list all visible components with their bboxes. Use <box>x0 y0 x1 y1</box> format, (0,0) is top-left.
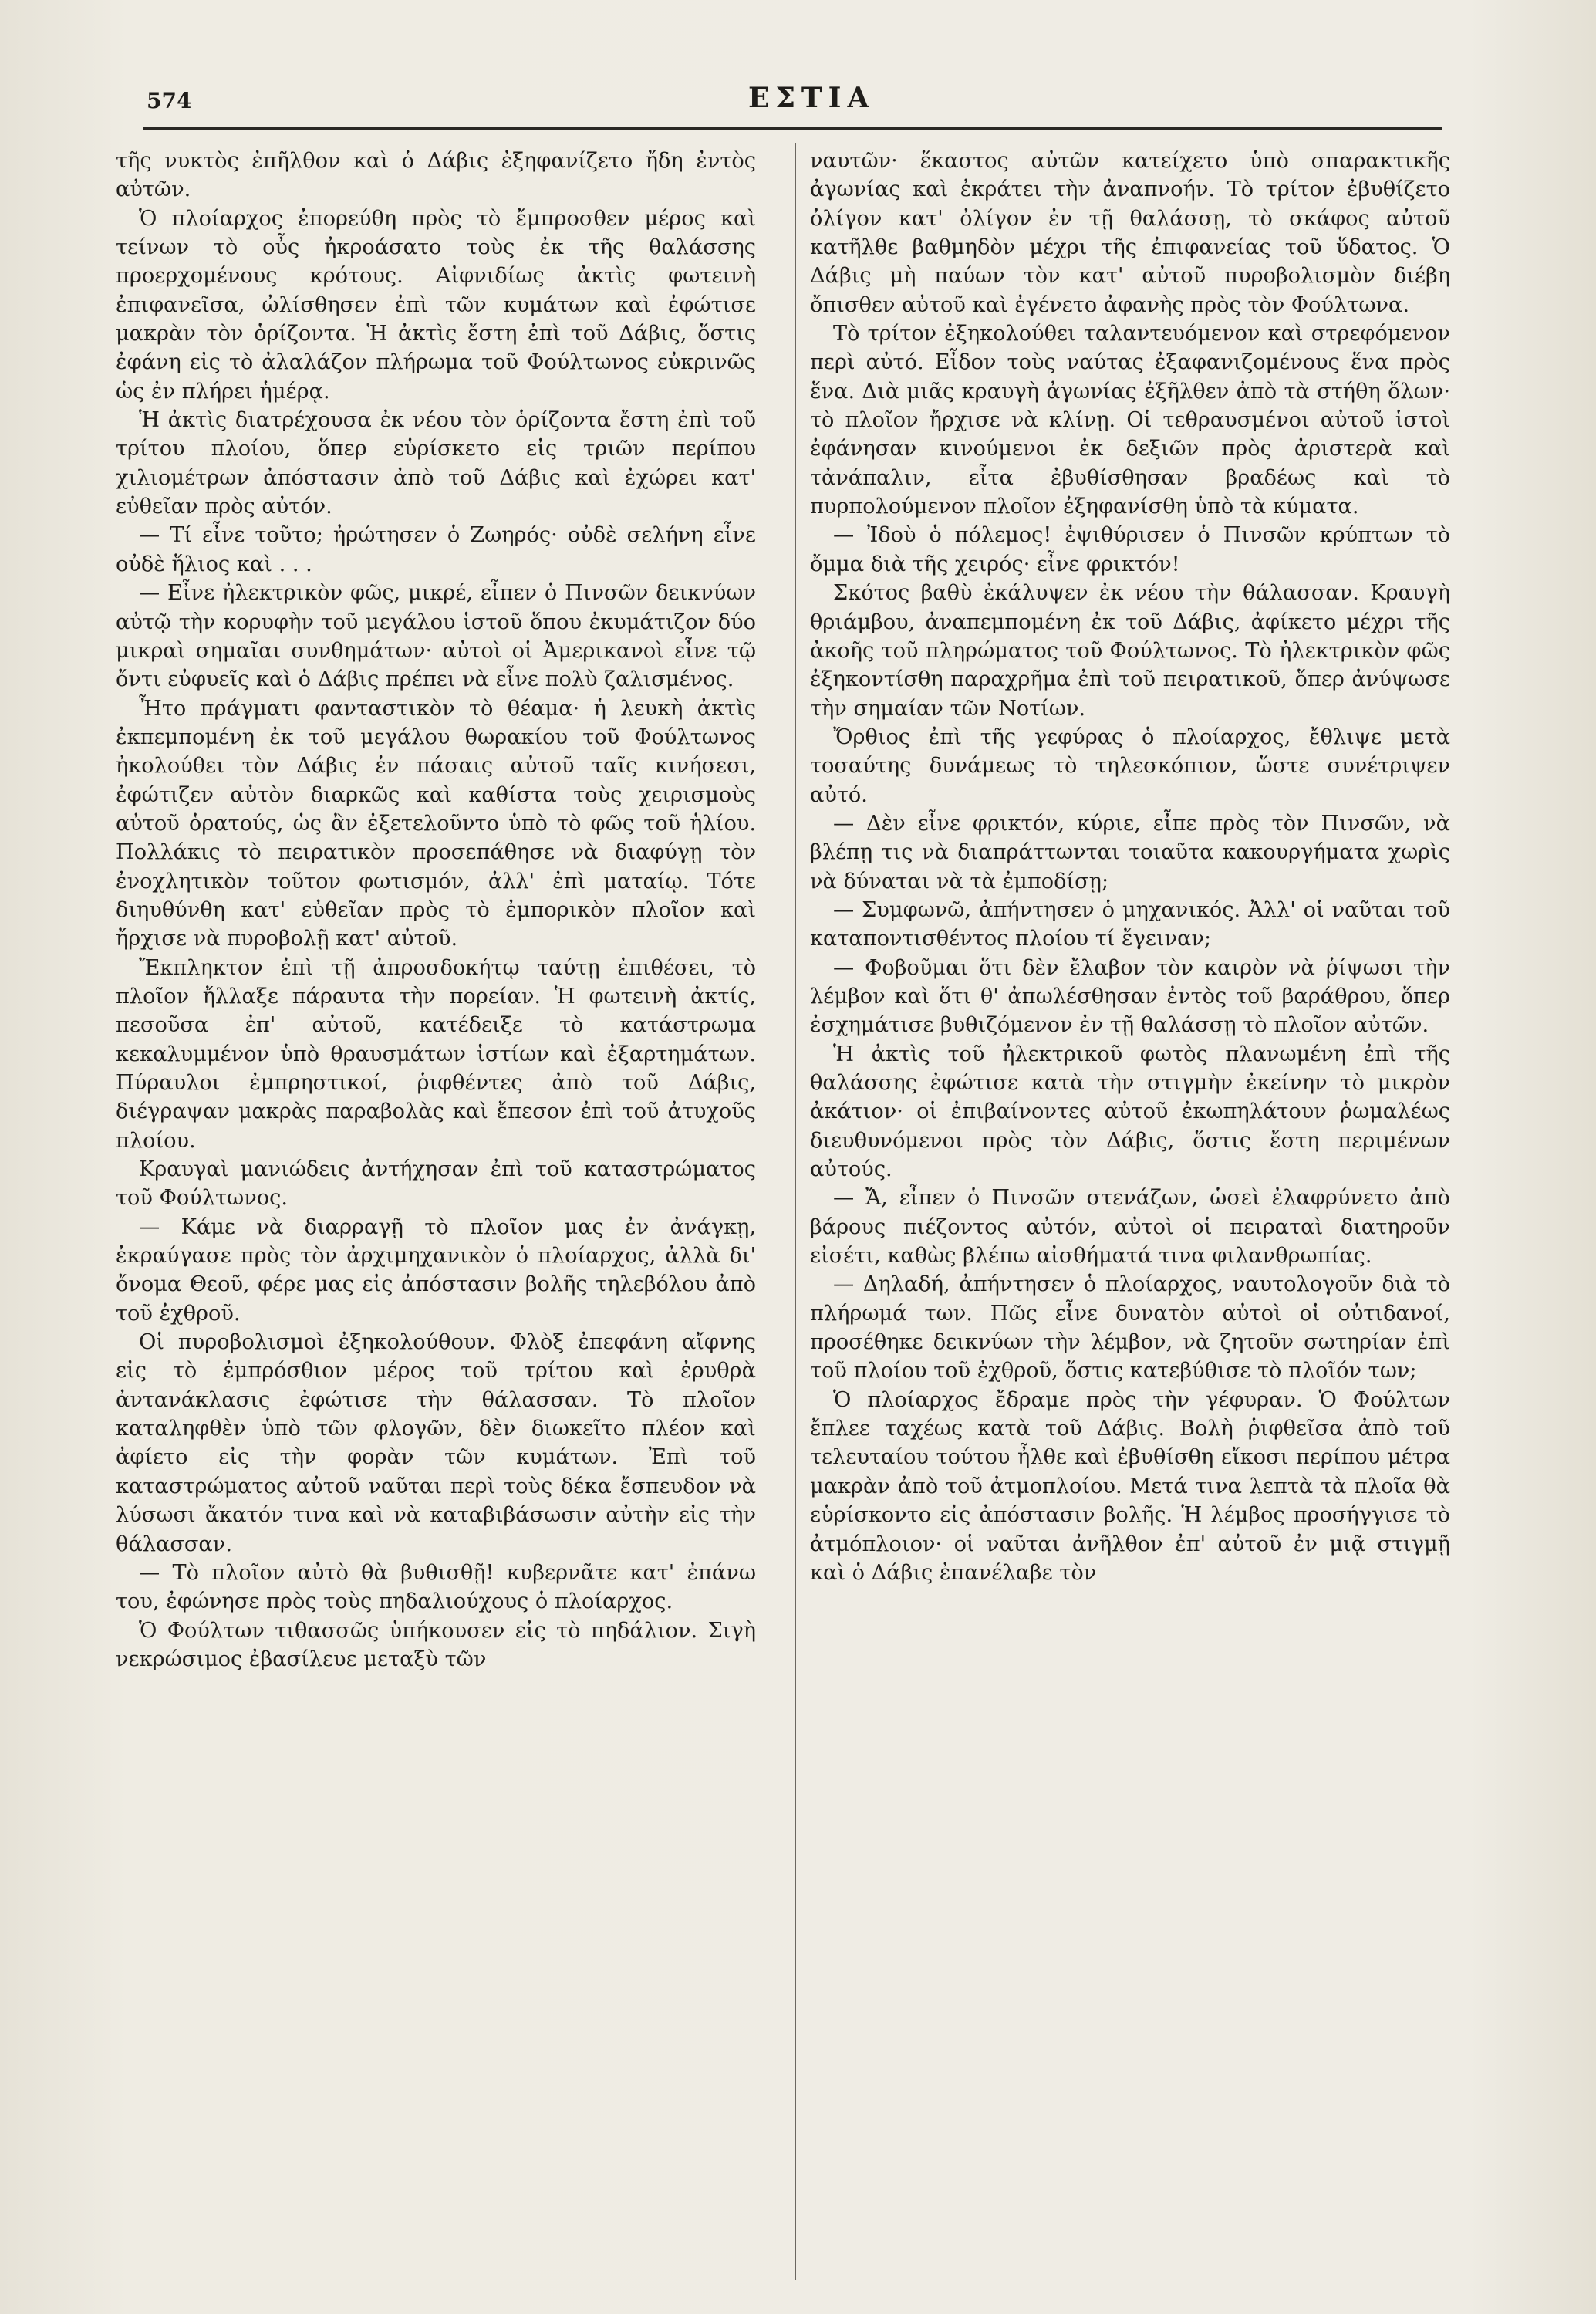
paragraph: Ὄρθιος ἐπὶ τῆς γεφύρας ὁ πλοίαρχος, ἔθλιψε μετὰ τοσαύτης δυνάμεως τὸ τηλεσκόπιον, ὥστε συνέτριψεν αὐτό. <box>810 725 1450 807</box>
header-rule <box>143 127 1442 130</box>
paragraph: — Τὸ πλοῖον αὐτὸ θὰ βυθισθῇ! κυβερνᾶτε κατ' ἐπάνω του, ἐφώνησε πρὸς τοὺς πηδαλιούχους ὁ πλοίαρχος. <box>116 1560 756 1614</box>
page-header <box>147 77 1442 123</box>
column-divider <box>795 143 796 2280</box>
left-column <box>116 147 756 1674</box>
paragraph: Ἦτο πράγματι φανταστικὸν τὸ θέαμα· ἡ λευκὴ ἀκτὶς ἐκπεμπομένη ἐκ τοῦ μεγάλου θωρακίου τοῦ Φούλτωνος ἠκολούθει τὸν Δάβις ἐν πάσαις αὐτοῦ ταῖς κινήσεσι, ἐφώτιζεν αὐτὸν διαρκῶς καὶ καθίστα τοὺς χειρισμοὺς αὐτοῦ ὁρατούς, ὡς ἂν ἐξετελοῦντο ὑπὸ τὸ φῶς τοῦ ἡλίου. Πολλάκις τὸ πειρατικὸν προσεπάθησε νὰ διαφύγῃ τὸν ἐνοχλητικὸν τοῦτον φωτισμόν, ἀλλ' ἐπὶ ματαίῳ. Τότε διηυθύνθη κατ' εὐθεῖαν πρὸς τὸ ἐμπορικὸν πλοῖον καὶ ἤρχισε νὰ πυροβολῇ κατ' αὐτοῦ. <box>116 696 756 951</box>
paragraph: — Τί εἶνε τοῦτο; ἠρώτησεν ὁ Ζωηρός· οὐδὲ σελήνη εἶνε οὐδὲ ἥλιος καὶ . . . <box>116 523 756 576</box>
paragraph: τῆς νυκτὸς ἐπῆλθον καὶ ὁ Δάβις ἐξηφανίζετο ἤδη ἐντὸς αὐτῶν. <box>116 149 756 202</box>
paragraph: — Κάμε νὰ διαρραγῇ τὸ πλοῖον μας ἐν ἀνάγκῃ, ἐκραύγασε πρὸς τὸν ἀρχιμηχανικὸν ὁ πλοίαρχος, ἀλλὰ δι' ὄνομα Θεοῦ, φέρε μας εἰς ἀπόστασιν βολῆς τηλεβόλου ἀπὸ τοῦ ἐχθροῦ. <box>116 1214 756 1326</box>
paragraph: Σκότος βαθὺ ἐκάλυψεν ἐκ νέου τὴν θάλασσαν. Κραυγὴ θριάμβου, ἀναπεμπομένη ἐκ τοῦ Δάβις, ἀφίκετο μέχρι τῆς ἀκοῆς τοῦ πληρώματος τοῦ Φούλτωνος. Τὸ ἠλεκτρικὸν φῶς ἐξηκοντίσθη παραχρῆμα ἐπὶ τοῦ πειρατικοῦ, ὅπερ ἀνύψωσε τὴν σημαίαν τῶν Νοτίων. <box>810 581 1450 721</box>
paragraph: Ὁ Φούλτων τιθασσῶς ὑπήκουσεν εἰς τὸ πηδάλιον. Σιγὴ νεκρώσιμος ἐβασίλευε μεταξὺ τῶν <box>116 1618 756 1671</box>
paragraph: — Δηλαδή, ἀπήντησεν ὁ πλοίαρχος, ναυτολογοῦν διὰ τὸ πλήρωμά των. Πῶς εἶνε δυνατὸν αὐτοὶ οἱ οὐτιδανοί, προσέθηκε δεικνύων τὴν λέμβον, νὰ ζητοῦν σωτηρίαν ἐπὶ τοῦ πλοίου τοῦ ἐχθροῦ, ὅστις κατεβύθισε τὸ πλοῖόν των; <box>810 1272 1450 1383</box>
paragraph: Κραυγαὶ μανιώδεις ἀντήχησαν ἐπὶ τοῦ καταστρώματος τοῦ Φούλτωνος. <box>116 1157 756 1211</box>
paragraph: — Συμφωνῶ, ἀπήντησεν ὁ μηχανικός. Ἀλλ' οἱ ναῦται τοῦ καταποντισθέντος πλοίου τί ἔγειναν; <box>810 897 1450 951</box>
paragraph: Ὁ πλοίαρχος ἐπορεύθη πρὸς τὸ ἔμπροσθεν μέρος καὶ τείνων τὸ οὖς ἠκροάσατο τοὺς ἐκ τῆς θαλάσσης προερχομένους κρότους. Αἰφνιδίως ἀκτὶς φωτεινὴ ἐπιφανεῖσα, ὠλίσθησεν ἐπὶ τῶν κυμάτων καὶ ἐφώτισε μακρὰν τὸν ὁρίζοντα. Ἡ ἀκτὶς ἔστη ἐπὶ τοῦ Δάβις, ὅστις ἐφάνη εἰς τὸ ἀλαλάζον πλήρωμα τοῦ Φούλτωνος εὐκρινῶς ὡς ἐν πλήρει ἡμέρᾳ. <box>116 206 756 404</box>
paragraph: Ἡ ἀκτὶς τοῦ ἠλεκτρικοῦ φωτὸς πλανωμένη ἐπὶ τῆς θαλάσσης ἐφώτισε κατὰ τὴν στιγμὴν ἐκείνην τὸ μικρὸν ἀκάτιον· οἱ ἐπιβαίνοντες αὐτοῦ ἐκωπηλάτουν ῥωμαλέως διευθυνόμενοι πρὸς τὸν Δάβις, ὅστις ἔστη περιμένων αὐτούς. <box>810 1042 1450 1182</box>
paragraph: Ἔκπληκτον ἐπὶ τῇ ἀπροσδοκήτῳ ταύτῃ ἐπιθέσει, τὸ πλοῖον ἤλλαξε πάραυτα τὴν πορείαν. Ἡ φωτεινὴ ἀκτίς, πεσοῦσα ἐπ' αὐτοῦ, κατέδειξε τὸ κατάστρωμα κεκαλυμμένον ὑπὸ θραυσμάτων ἱστίων καὶ ἐξαρτημάτων. Πύραυλοι ἐμπρηστικοί, ῥιφθέντες ἀπὸ τοῦ Δάβις, διέγραψαν μακρὰς παραβολὰς καὶ ἔπεσον ἐπὶ τοῦ ἀτυχοῦς πλοίου. <box>116 955 756 1153</box>
page-number: 574 <box>147 88 192 113</box>
running-title: ΕΣΤΙΑ <box>748 82 876 114</box>
right-column <box>810 147 1450 1587</box>
paragraph: — Ἄ, εἶπεν ὁ Πινσῶν στενάζων, ὡσεὶ ἐλαφρύνετο ἀπὸ βάρους πιέζοντος αὐτόν, αὐτοὶ οἱ πειραταὶ διατηροῦν εἰσέτι, καθὼς βλέπω αἰσθήματά τινα φιλανθρωπίας. <box>810 1186 1450 1268</box>
paragraph: Ὁ πλοίαρχος ἔδραμε πρὸς τὴν γέφυραν. Ὁ Φούλτων ἔπλεε ταχέως κατὰ τοῦ Δάβις. Βολὴ ῥιφθεῖσα ἀπὸ τοῦ τελευταίου τούτου ἦλθε καὶ ἐβυθίσθη εἴκοσι περίπου μέτρα μακρὰν ἀπὸ τοῦ ἀτμοπλοίου. Μετά τινα λεπτὰ τὰ πλοῖα θὰ εὑρίσκοντο εἰς ἀπόστασιν βολῆς. Ἡ λέμβος προσήγγισε τὸ ἀτμόπλοιον· οἱ ναῦται ἀνῆλθον ἐπ' αὐτοῦ ἐν μιᾷ στιγμῇ καὶ ὁ Δάβις ἐπανέλαβε τὸν <box>810 1387 1450 1585</box>
paragraph: Οἱ πυροβολισμοὶ ἐξηκολούθουν. Φλὸξ ἐπεφάνη αἴφνης εἰς τὸ ἐμπρόσθιον μέρος τοῦ τρίτου καὶ ἐρυθρὰ ἀντανάκλασις ἐφώτισε τὴν θάλασσαν. Τὸ πλοῖον καταληφθὲν ὑπὸ τῶν φλογῶν, δὲν διωκεῖτο πλέον καὶ ἀφίετο εἰς τὴν φορὰν τῶν κυμάτων. Ἐπὶ τοῦ καταστρώματος αὐτοῦ ναῦται περὶ τοὺς δέκα ἔσπευδον νὰ λύσωσι ἄκατόν τινα καὶ νὰ καταβιβάσωσιν αὐτὴν εἰς τὴν θάλασσαν. <box>116 1330 756 1556</box>
paragraph: — Φοβοῦμαι ὅτι δὲν ἔλαβον τὸν καιρὸν νὰ ῥίψωσι τὴν λέμβον καὶ ὅτι θ' ἀπωλέσθησαν ἐντὸς τοῦ βαράθρου, ὅπερ ἐσχημάτισε βυθιζόμενον ἐν τῇ θαλάσσῃ τὸ πλοῖον αὐτῶν. <box>810 955 1450 1038</box>
paragraph: — Εἶνε ἠλεκτρικὸν φῶς, μικρέ, εἶπεν ὁ Πινσῶν δεικνύων αὐτῷ τὴν κορυφὴν τοῦ μεγάλου ἱστοῦ ὅπου ἐκυμάτιζον δύο μικραὶ σημαῖαι συνθημάτων· αὐτοὶ οἱ Ἀμερικανοὶ εἶνε τῷ ὄντι εὐφυεῖς καὶ ὁ Δάβις πρέπει νὰ εἶνε πολὺ ζαλισμένος. <box>116 581 756 692</box>
paragraph: — Δὲν εἶνε φρικτόν, κύριε, εἶπε πρὸς τὸν Πινσῶν, νὰ βλέπῃ τις νὰ διαπράττωνται τοιαῦτα κακουργήματα χωρὶς νὰ δύναται νὰ τὰ ἐμποδίσῃ; <box>810 811 1450 894</box>
paragraph: ναυτῶν· ἕκαστος αὐτῶν κατείχετο ὑπὸ σπαρακτικῆς ἀγωνίας καὶ ἐκράτει τὴν ἀναπνοήν. Τὸ τρίτον ἐβυθίζετο ὀλίγον κατ' ὀλίγον ἐν τῇ θαλάσσῃ, τὸ σκάφος αὐτοῦ κατῆλθε βαθμηδὸν μέχρι τῆς ἐπιφανείας τοῦ ὕδατος. Ὁ Δάβις μὴ παύων τὸν κατ' αὐτοῦ πυροβολισμὸν διέβη ὄπισθεν αὐτοῦ καὶ ἐγένετο ἀφανὴς πρὸς τὸν Φούλτωνα. <box>810 149 1450 317</box>
paragraph: — Ἰδοὺ ὁ πόλεμος! ἐψιθύρισεν ὁ Πινσῶν κρύπτων τὸ ὄμμα διὰ τῆς χειρός· εἶνε φρικτόν! <box>810 523 1450 576</box>
paragraph: Τὸ τρίτον ἐξηκολούθει ταλαντευόμενον καὶ στρεφόμενον περὶ αὐτό. Εἶδον τοὺς ναύτας ἐξαφανιζομένους ἕνα πρὸς ἕνα. Διὰ μιᾶς κραυγὴ ἀγωνίας ἐξῆλθεν ἀπὸ τὰ στήθη ὅλων· τὸ πλοῖον ἤρχισε νὰ κλίνῃ. Οἱ τεθραυσμένοι αὐτοῦ ἱστοὶ ἐφάνησαν κινούμενοι ἐκ δεξιῶν πρὸς ἀριστερὰ καὶ τἀνάπαλιν, εἶτα ἐβυθίσθησαν βραδέως καὶ τὸ πυρπολούμενον πλοῖον ἐξηφανίσθη ὑπὸ τὰ κύματα. <box>810 322 1450 519</box>
paragraph: Ἡ ἀκτὶς διατρέχουσα ἐκ νέου τὸν ὁρίζοντα ἔστη ἐπὶ τοῦ τρίτου πλοίου, ὅπερ εὑρίσκετο εἰς τριῶν περίπου χιλιομέτρων ἀπόστασιν ἀπὸ τοῦ Δάβις καὶ ἐχώρει κατ' εὐθεῖαν πρὸς αὐτόν. <box>116 408 756 519</box>
